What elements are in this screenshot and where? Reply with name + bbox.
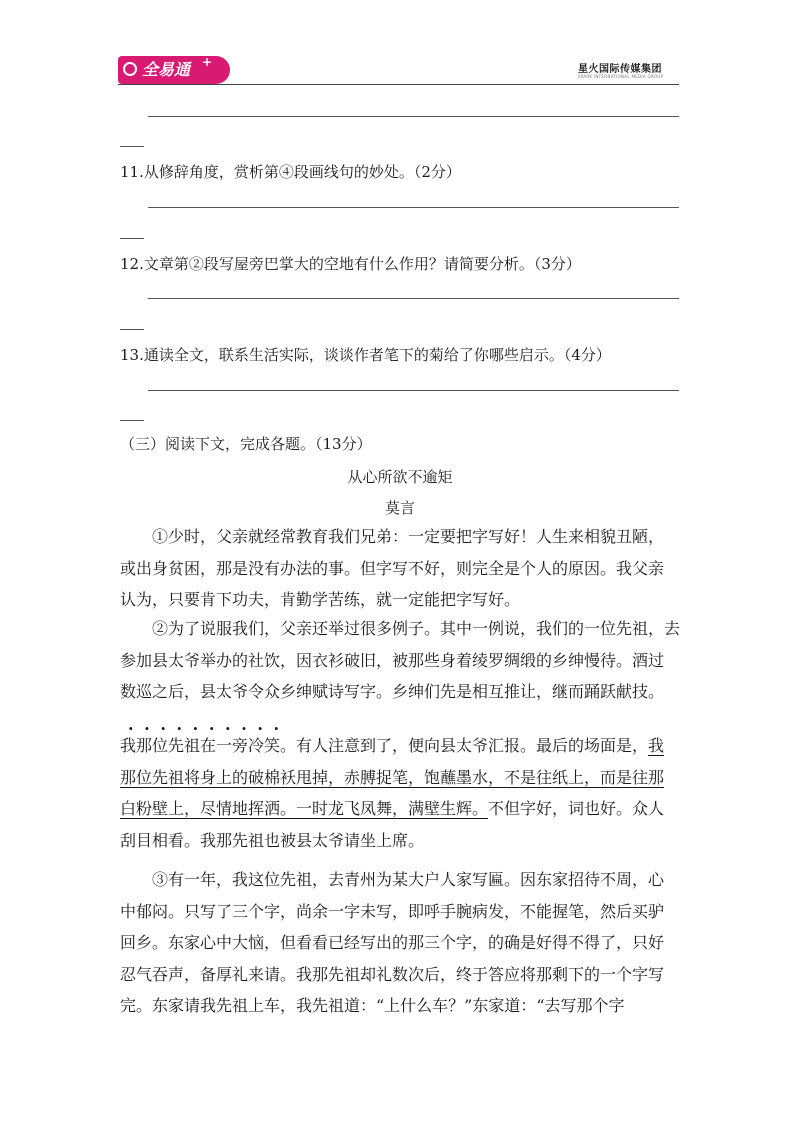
paragraph-2	[120, 613, 685, 708]
paragraph-line: 认为，只要肯下功夫，肯勤学苦练，就一定能把字写好。	[120, 590, 521, 609]
paragraph-line: 回乡。东家心中大恼，但看看已经写出的那三个字，的确是好得不得了，只好	[120, 933, 665, 952]
paragraph-line: 忍气吞声，备厚礼来请。我那先祖却礼数次后，终于答应将那剩下的一个字写	[120, 964, 665, 984]
emphasis-dots: ..........	[128, 715, 290, 734]
paragraph-line	[120, 793, 685, 825]
header-divider	[118, 84, 679, 85]
paragraph-line: 或出身贫困，那是没有办法的事。但字写不好，则完全是个人的原因。我父亲	[120, 558, 665, 578]
paragraph-line	[120, 730, 685, 762]
answer-line	[148, 116, 679, 117]
paragraph-line: 数巡之后，县太爷令众乡绅赋诗写字。乡绅们先是相互推让，继而踊跃献技。	[120, 682, 665, 701]
paragraph-1	[120, 521, 685, 616]
logo-ring-icon	[123, 62, 137, 76]
question-13: 13.通读全文，联系生活实际，谈谈作者笔下的菊给了你哪些启示。（4分）	[120, 346, 611, 364]
plain-text: 我那位先祖在一旁冷笑。有人注意到了，便向县太爷汇报。最后的场面是，	[120, 736, 649, 755]
paragraph-line	[120, 762, 685, 794]
paragraph-2-continued	[120, 730, 685, 856]
plain-text: 不但字好，词也好。众人	[488, 799, 665, 818]
answer-line	[148, 207, 679, 208]
paragraph-line: 参加县太爷举办的社饮，因衣衫破旧，被那些身着绫罗绸缎的乡绅慢待。酒过	[120, 650, 665, 670]
publisher-name-en: SPARK INTERNATIONAL MEDIA GROUP	[578, 74, 664, 79]
paragraph-line: 中郁闷。只写了三个字，尚余一字未写，即呼手腕病发，不能握笔，然后买驴	[120, 901, 665, 921]
underlined-sentence: 白粉壁上，尽情地挥洒。一时龙飞凤舞，满壁生辉。	[120, 799, 489, 818]
answer-line	[148, 390, 679, 391]
paragraph-line: ①少时，父亲就经常教育我们兄弟：一定要把字写好！人生来相貌丑陋，	[152, 527, 665, 546]
paragraph-line: 刮目相看。我那先祖也被县太爷请坐上席。	[120, 830, 425, 850]
paragraph-3	[120, 864, 685, 1022]
answer-line-end	[120, 238, 144, 239]
answer-line-end	[120, 329, 144, 330]
paragraph-line: 完。东家请我先祖上车，我先祖道：“上什么车？”东家道：“去写那个字	[120, 996, 625, 1015]
article-author: 莫言	[384, 499, 415, 517]
underlined-sentence: 那位先祖将身上的破棉袄甩掉，赤膊捉笔，饱蘸墨水，不是往纸上，而是往那	[120, 767, 665, 787]
underlined-sentence: 我	[648, 736, 665, 755]
logo-text: 全易通	[142, 60, 191, 79]
brand-logo	[118, 56, 230, 84]
logo-plus: +	[201, 55, 212, 69]
article-title: 从心所欲不逾矩	[347, 468, 453, 486]
publisher-name: 星火国际传媒集团	[578, 64, 662, 75]
answer-line-end	[120, 146, 144, 147]
answer-line	[148, 298, 679, 299]
paragraph-line: ③有一年，我这位先祖，去青州为某大户人家写匾。因东家招待不周，心	[152, 870, 665, 889]
question-11: 11.从修辞角度，赏析第④段画线句的妙处。（2分）	[120, 163, 461, 181]
paragraph-line: ②为了说服我们，父亲还举过很多例子。其中一例说，我们的一位先祖，去	[152, 619, 681, 638]
section-heading: （三）阅读下文，完成各题。（13分）	[120, 435, 372, 453]
question-12: 12.文章第②段写屋旁巴掌大的空地有什么作用？请简要分析。（3分）	[120, 255, 581, 273]
answer-line-end	[120, 420, 144, 421]
